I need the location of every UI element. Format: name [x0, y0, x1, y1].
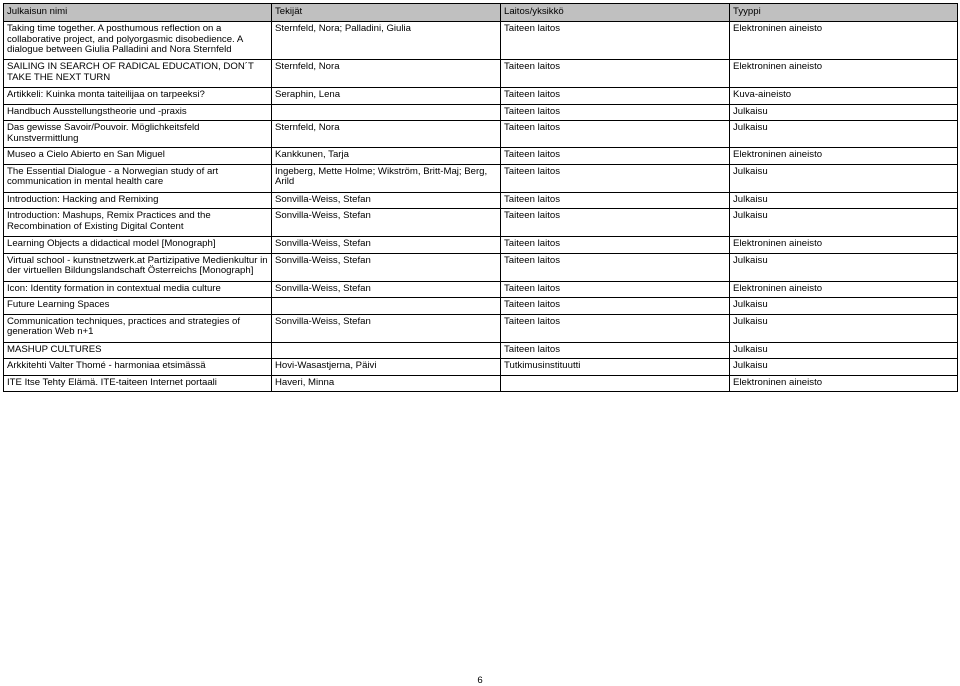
cell-authors: Sonvilla-Weiss, Stefan	[272, 192, 501, 209]
cell-authors: Haveri, Minna	[272, 375, 501, 392]
cell-authors: Sonvilla-Weiss, Stefan	[272, 237, 501, 254]
cell-department: Taiteen laitos	[501, 148, 730, 165]
cell-title: ITE Itse Tehty Elämä. ITE-taiteen Internet portaali	[4, 375, 272, 392]
cell-department: Taiteen laitos	[501, 60, 730, 88]
cell-title: The Essential Dialogue - a Norwegian study of art communication in mental health care	[4, 164, 272, 192]
cell-title: Learning Objects a didactical model [Monograph]	[4, 237, 272, 254]
cell-title: Artikkeli: Kuinka monta taiteilijaa on tarpeeksi?	[4, 88, 272, 105]
cell-authors	[272, 104, 501, 121]
cell-type: Julkaisu	[730, 342, 958, 359]
cell-department: Taiteen laitos	[501, 192, 730, 209]
cell-type: Julkaisu	[730, 192, 958, 209]
publications-table	[3, 3, 958, 392]
table-row	[4, 253, 958, 281]
table-row	[4, 237, 958, 254]
cell-authors: Sonvilla-Weiss, Stefan	[272, 253, 501, 281]
cell-title: Museo a Cielo Abierto en San Miguel	[4, 148, 272, 165]
cell-department: Taiteen laitos	[501, 253, 730, 281]
cell-type: Julkaisu	[730, 253, 958, 281]
cell-type: Julkaisu	[730, 298, 958, 315]
cell-authors: Sternfeld, Nora; Palladini, Giulia	[272, 22, 501, 60]
cell-type: Julkaisu	[730, 164, 958, 192]
cell-authors: Sonvilla-Weiss, Stefan	[272, 281, 501, 298]
table-row	[4, 104, 958, 121]
table-row	[4, 192, 958, 209]
cell-title: Das gewisse Savoir/Pouvoir. Möglichkeitsfeld Kunstvermittlung	[4, 121, 272, 148]
cell-department: Taiteen laitos	[501, 121, 730, 148]
header-department: Laitos/yksikkö	[501, 4, 730, 22]
cell-title: Introduction: Hacking and Remixing	[4, 192, 272, 209]
cell-department: Taiteen laitos	[501, 342, 730, 359]
cell-authors: Sonvilla-Weiss, Stefan	[272, 314, 501, 342]
cell-type: Julkaisu	[730, 209, 958, 237]
cell-type: Elektroninen aineisto	[730, 237, 958, 254]
cell-department: Taiteen laitos	[501, 237, 730, 254]
cell-authors	[272, 342, 501, 359]
table-body	[4, 22, 958, 392]
table-row	[4, 281, 958, 298]
cell-authors: Ingeberg, Mette Holme; Wikström, Britt-Maj; Berg, Arild	[272, 164, 501, 192]
cell-title: SAILING IN SEARCH OF RADICAL EDUCATION, DON´T TAKE THE NEXT TURN	[4, 60, 272, 88]
cell-department: Taiteen laitos	[501, 281, 730, 298]
cell-authors: Sonvilla-Weiss, Stefan	[272, 209, 501, 237]
table-row	[4, 298, 958, 315]
cell-type: Elektroninen aineisto	[730, 281, 958, 298]
cell-department: Taiteen laitos	[501, 88, 730, 105]
cell-department: Taiteen laitos	[501, 298, 730, 315]
cell-title: MASHUP CULTURES	[4, 342, 272, 359]
cell-department: Taiteen laitos	[501, 314, 730, 342]
table-row	[4, 164, 958, 192]
cell-department: Taiteen laitos	[501, 209, 730, 237]
cell-department: Taiteen laitos	[501, 22, 730, 60]
cell-department: Taiteen laitos	[501, 104, 730, 121]
table-row	[4, 60, 958, 88]
table-row	[4, 121, 958, 148]
cell-title: Taking time together. A posthumous reflection on a collaborative project, and polyorgasmic disobedience. A dialogue between Giulia Palladini and Nora Sternfeld	[4, 22, 272, 60]
header-row	[4, 4, 958, 22]
cell-authors: Sternfeld, Nora	[272, 121, 501, 148]
table-row	[4, 22, 958, 60]
cell-department	[501, 375, 730, 392]
cell-type: Elektroninen aineisto	[730, 60, 958, 88]
table-row	[4, 359, 958, 376]
header-type: Tyyppi	[730, 4, 958, 22]
cell-type: Julkaisu	[730, 314, 958, 342]
table-row	[4, 209, 958, 237]
cell-type: Julkaisu	[730, 359, 958, 376]
cell-type: Elektroninen aineisto	[730, 148, 958, 165]
cell-authors: Seraphin, Lena	[272, 88, 501, 105]
cell-title: Introduction: Mashups, Remix Practices and the Recombination of Existing Digital Content	[4, 209, 272, 237]
cell-title: Arkkitehti Valter Thomé - harmoniaa etsimässä	[4, 359, 272, 376]
cell-type: Elektroninen aineisto	[730, 22, 958, 60]
cell-title: Icon: Identity formation in contextual media culture	[4, 281, 272, 298]
cell-authors	[272, 298, 501, 315]
table-row	[4, 148, 958, 165]
page-number: 6	[477, 675, 483, 686]
header-title: Julkaisun nimi	[4, 4, 272, 22]
cell-type: Julkaisu	[730, 104, 958, 121]
table-row	[4, 342, 958, 359]
cell-type: Elektroninen aineisto	[730, 375, 958, 392]
cell-title: Handbuch Ausstellungstheorie und -praxis	[4, 104, 272, 121]
cell-authors: Sternfeld, Nora	[272, 60, 501, 88]
table-header	[4, 4, 958, 22]
cell-title: Virtual school - kunstnetzwerk.at Partizipative Medienkultur in der virtuellen Bildungslandschaft Österreichs [Monograph]	[4, 253, 272, 281]
cell-type: Julkaisu	[730, 121, 958, 148]
cell-title: Communication techniques, practices and strategies of generation Web n+1	[4, 314, 272, 342]
cell-authors: Hovi-Wasastjerna, Päivi	[272, 359, 501, 376]
cell-department: Taiteen laitos	[501, 164, 730, 192]
table-row	[4, 375, 958, 392]
cell-department: Tutkimusinstituutti	[501, 359, 730, 376]
table-row	[4, 88, 958, 105]
table-row	[4, 314, 958, 342]
cell-type: Kuva-aineisto	[730, 88, 958, 105]
cell-title: Future Learning Spaces	[4, 298, 272, 315]
header-authors: Tekijät	[272, 4, 501, 22]
cell-authors: Kankkunen, Tarja	[272, 148, 501, 165]
